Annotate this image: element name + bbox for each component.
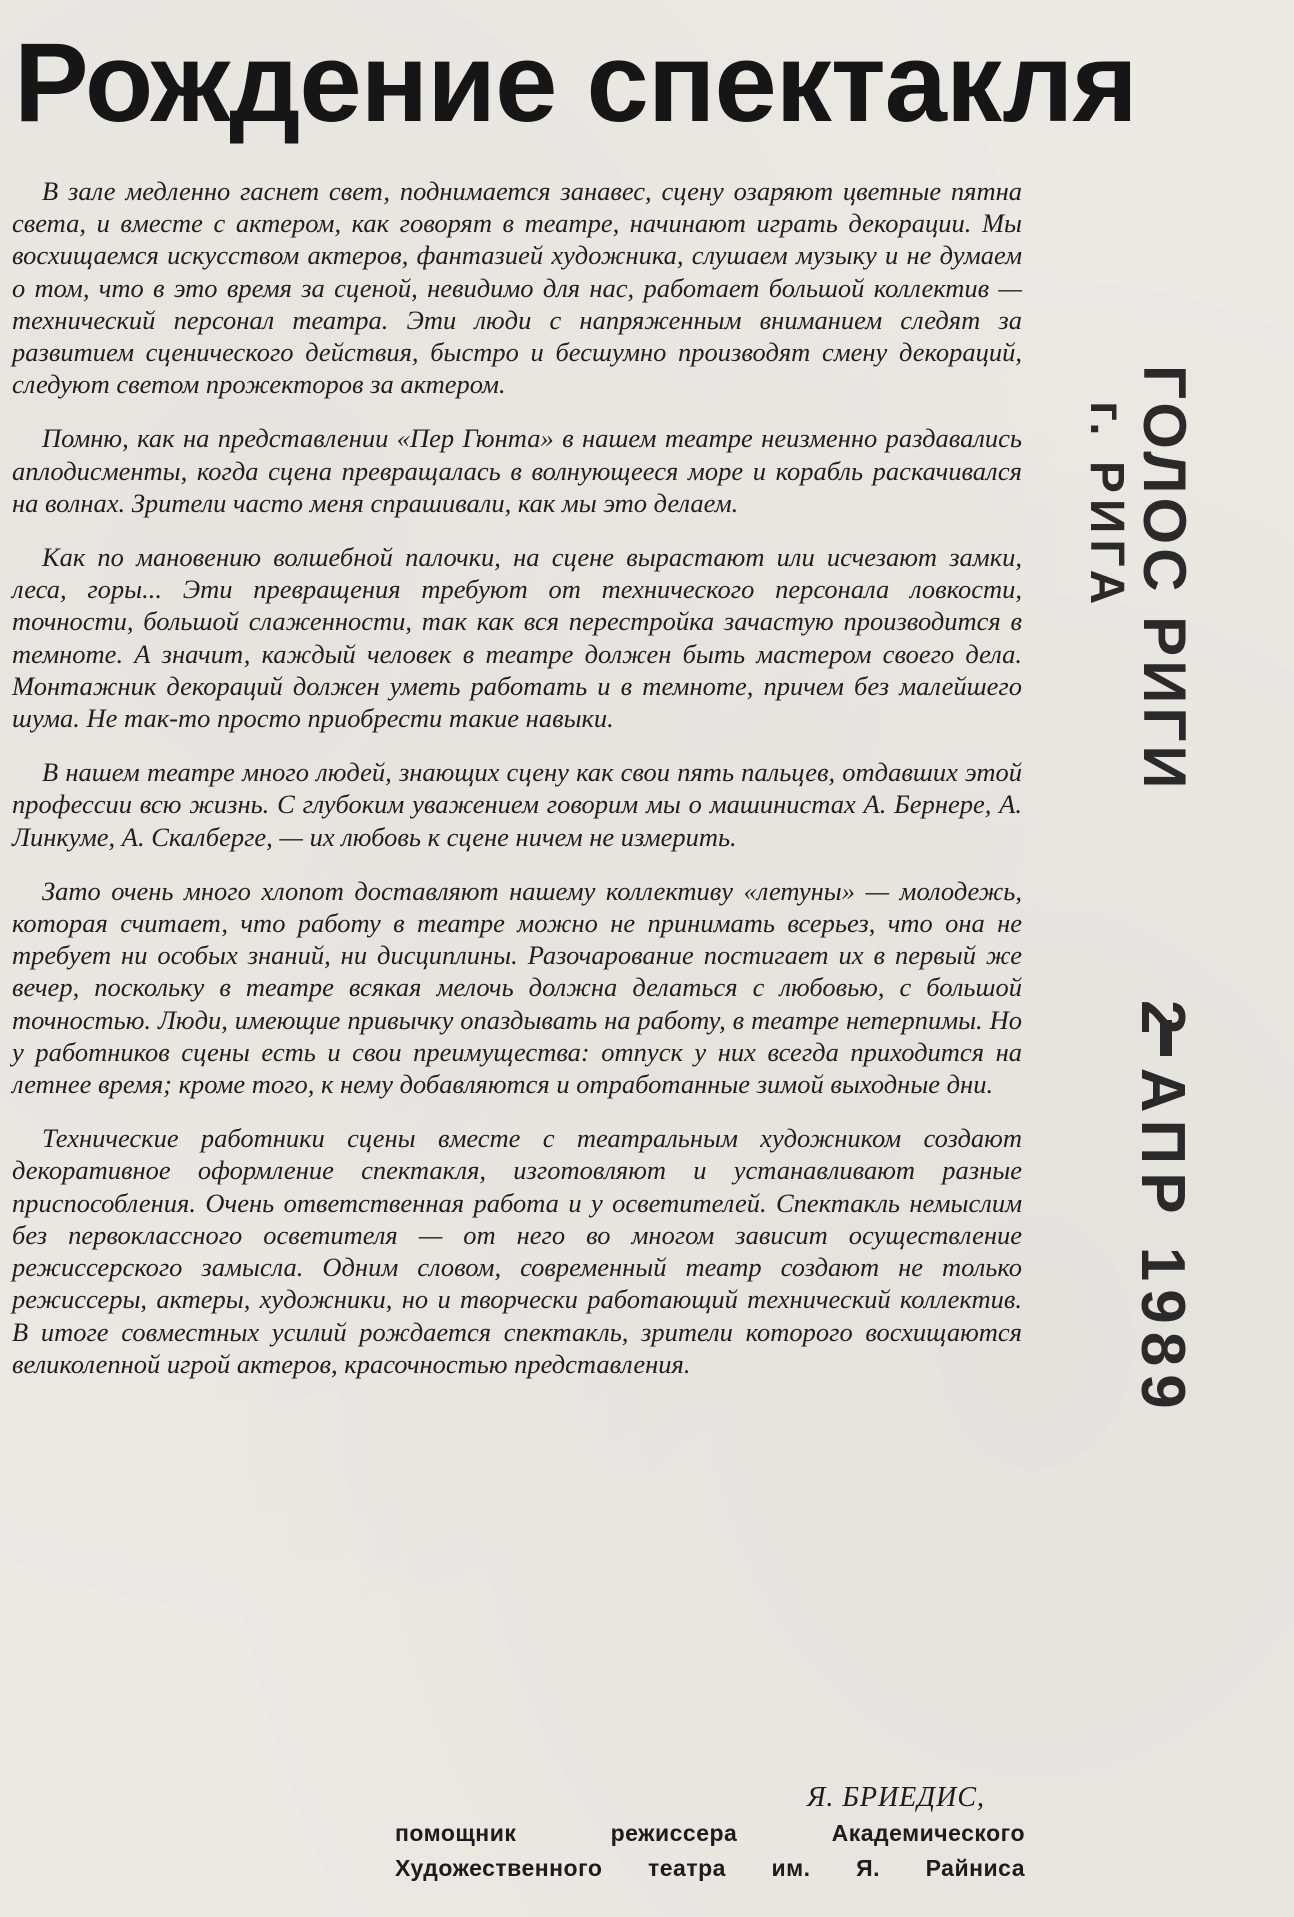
author-signature [395,1780,1025,1886]
author-name: Я. БРИЕДИС, [806,1782,985,1813]
article-paragraph: Помню, как на представлении «Пер Гюнта» в нашем театре неизменно раздавались аплодисменты, когда сцена превращалась в волнующееся море и корабль раскачивался на волнах. Зрители часто меня спрашивали, как мы это делаем. [12,423,1022,518]
article-paragraph: Технические работники сцены вместе с театральным художником создают декоративное оформление спектакля, изготовляют и устанавливают разные приспособления. Очень ответственная работа и у осветителей. Спектакль немыслим без первоклассного осветителя — от него во многом зависит осуществление режиссерского замысла. Одним словом, современный театр создают не только режиссеры, актеры, художники, но и творчески работающий технический коллектив. В итоге совместных усилий рождается спектакль, зрители которого восхищаются великолепной игрой актеров, красочностью представления. [12,1123,1022,1379]
article-paragraph: Как по мановению волшебной палочки, на сцене вырастают или исчезают замки, леса, горы... Эти превращения требуют от технического персонала ловкости, точности, большой слаженности, так как вся перестройка зачастую производится в темноте. А значит, каждый человек в театре должен быть мастером своего дела. Монтажник декораций должен уметь работать и в темноте, причем без малейшего шума. Не так-то просто приобрести такие навыки. [12,542,1022,734]
article-paragraph: Зато очень много хлопот доставляют нашему коллективу «летуны» — молодежь, которая считает, что работу в театре можно не принимать всерьез, что она не требует ни особых знаний, ни дисциплины. Разочарование постигает их в первый же вечер, поскольку в театре всякая мелочь должна делаться с любовью, с большой точностью. Люди, имеющие привычку опаздывать на работу, в театре нетерпимы. Но у работников сцены есть и свои преимущества: отпуск у них всегда приходится на летнее время; кроме того, к нему добавляются и отработанные зимой выходные дни. [12,875,1022,1100]
date-stamp: 2 АПР 1989 [1128,1000,1197,1417]
author-role-line: Художественного театра им. Я. Райниса [395,1855,1025,1881]
stamp-newspaper-name: ГОЛОС РИГИ [1131,365,1198,793]
source-stamp [1079,365,1198,793]
article-paragraph: В нашем театре много людей, знающих сцену как свои пять пальцев, отдавших этой профессии всю жизнь. С глубоким уважением говорим мы о машинистах А. Бернере, А. Линкуме, А. Скалберге, — их любовь к сцене ничем не измерить. [12,757,1022,852]
author-role-line: помощник режиссера Академического [395,1820,1025,1846]
article-body [12,175,1022,1402]
article-paragraph: В зале медленно гаснет свет, поднимается занавес, сцену озаряют цветные пятна света, и вместе с актером, как говорят в театре, начинают играть декорации. Мы восхищаемся искусством актеров, фантазией художника, слушаем музыку и не думаем о том, что в это время за сценой, невидимо для нас, работает большой коллектив — технический персонал театра. Эти люди с напряженным вниманием следят за развитием сценического действия, быстро и бесшумно производят смену декораций, следуют светом прожекторов за актером. [12,176,1022,400]
article-headline: Рождение спектакля [14,20,1137,145]
stamp-city: г. РИГА [1080,401,1133,611]
